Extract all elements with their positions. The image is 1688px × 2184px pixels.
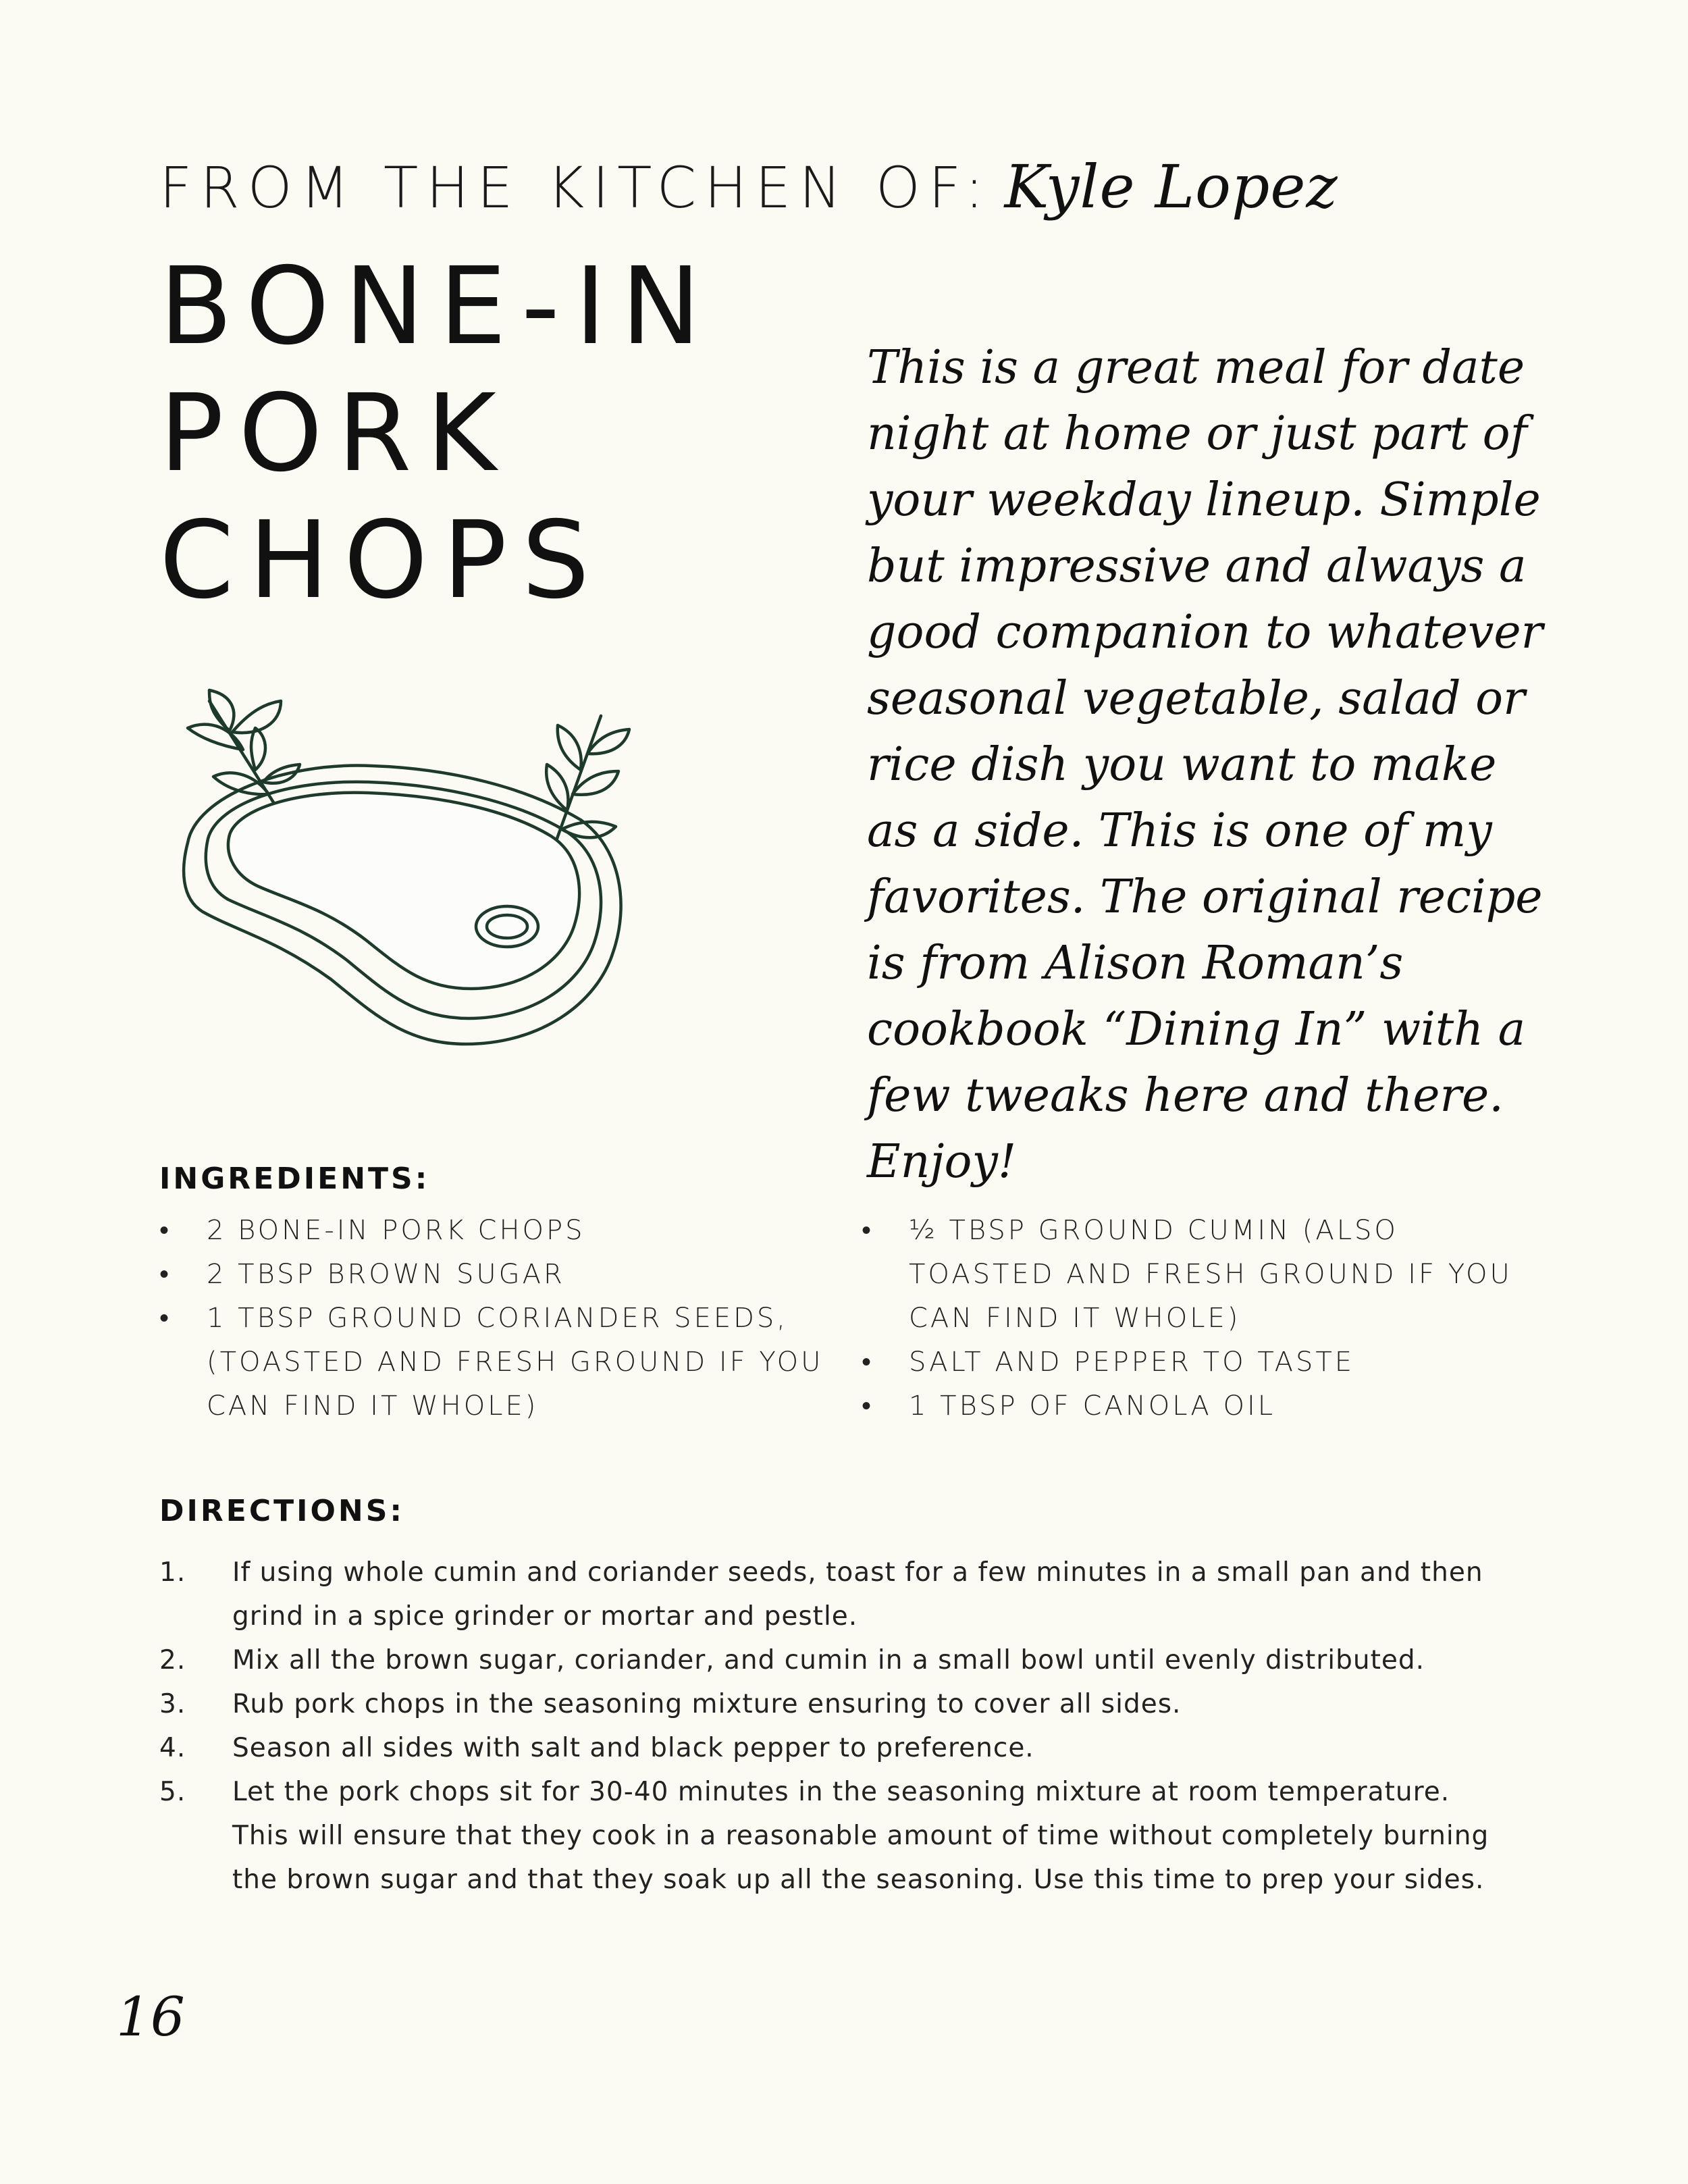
step-number: 3. — [159, 1689, 186, 1719]
ingredient-text: SALT AND PEPPER TO TASTE — [909, 1347, 1355, 1378]
kitchen-credit-label: FROM THE KITCHEN OF: — [159, 155, 993, 221]
pork-chop-with-herbs-icon — [149, 675, 716, 1094]
ingredient-text: ½ TBSP GROUND CUMIN (ALSO TOASTED AND FRESH GROUND IF YOU CAN FIND IT WHOLE) — [909, 1215, 1512, 1334]
bullet-icon: • — [159, 1303, 172, 1334]
bullet-icon: • — [862, 1390, 874, 1422]
ingredient-text: 2 TBSP BROWN SUGAR — [207, 1259, 565, 1290]
bullet-icon: • — [159, 1215, 172, 1246]
bullet-icon: • — [862, 1215, 874, 1246]
direction-step — [159, 1638, 1510, 1682]
ingredient-item — [159, 1253, 835, 1297]
kitchen-credit — [159, 152, 1577, 222]
pork-chop-illustration — [149, 675, 716, 1094]
page-number: 16 — [116, 1985, 185, 2048]
ingredient-text: 1 TBSP OF CANOLA OIL — [909, 1390, 1276, 1422]
recipe-title — [159, 243, 835, 624]
recipe-intro: This is a great meal for date night at home or just part of your weekday lineup. Simple but impressive and always a good companion to whatever seasonal vegetable, salad or rice dish you want to make as a side. This is one of my favorites. The original recipe is from Alison Roman’s cookbook “Dining In” with a few tweaks here and there. Enjoy! — [867, 341, 1544, 1189]
ingredient-item — [159, 1297, 835, 1428]
step-number: 1. — [159, 1557, 186, 1588]
direction-step — [159, 1726, 1510, 1770]
step-text: Season all sides with salt and black pepper to preference. — [232, 1733, 1034, 1763]
directions-list — [159, 1551, 1510, 1902]
bullet-icon: • — [159, 1259, 172, 1290]
ingredient-item — [862, 1384, 1537, 1428]
bullet-icon: • — [862, 1347, 874, 1378]
step-number: 2. — [159, 1645, 186, 1675]
ingredient-item — [862, 1341, 1537, 1384]
ingredient-item — [862, 1209, 1537, 1341]
ingredient-text: 1 TBSP GROUND CORIANDER SEEDS, (TOASTED AND FRESH GROUND IF YOU CAN FIND IT WHOLE) — [207, 1303, 824, 1422]
ingredient-text: 2 BONE-IN PORK CHOPS — [207, 1215, 585, 1246]
direction-step — [159, 1551, 1510, 1638]
ingredients-list-right — [862, 1209, 1537, 1428]
step-text: Let the pork chops sit for 30-40 minutes in the seasoning mixture at room temperature. This will ensure that they cook in a reasonable amount of time without completely burning the brown sugar and that they soak up all the seasoning. Use this time to prep your sides. — [232, 1777, 1489, 1895]
recipe-title-line-1: BONE-IN — [159, 244, 716, 369]
pork-chop-meat — [228, 793, 579, 989]
recipe-title-line-3: CHOPS — [159, 498, 605, 623]
step-text: Mix all the brown sugar, coriander, and cumin in a small bowl until evenly distributed. — [232, 1645, 1425, 1675]
directions-heading: DIRECTIONS: — [159, 1494, 405, 1528]
direction-step — [159, 1682, 1510, 1726]
kitchen-credit-name: Kyle Lopez — [1004, 152, 1338, 222]
ingredients-list-left — [159, 1209, 835, 1428]
ingredient-item — [159, 1209, 835, 1253]
ingredients-heading: INGREDIENTS: — [159, 1162, 430, 1196]
step-number: 4. — [159, 1733, 186, 1763]
step-text: Rub pork chops in the seasoning mixture ensuring to cover all sides. — [232, 1689, 1182, 1719]
direction-step — [159, 1770, 1510, 1902]
step-number: 5. — [159, 1777, 186, 1807]
recipe-title-line-2: PORK — [159, 371, 512, 496]
step-text: If using whole cumin and coriander seeds, toast for a few minutes in a small pan and then grind in a spice grinder or mortar and pestle. — [232, 1557, 1483, 1632]
